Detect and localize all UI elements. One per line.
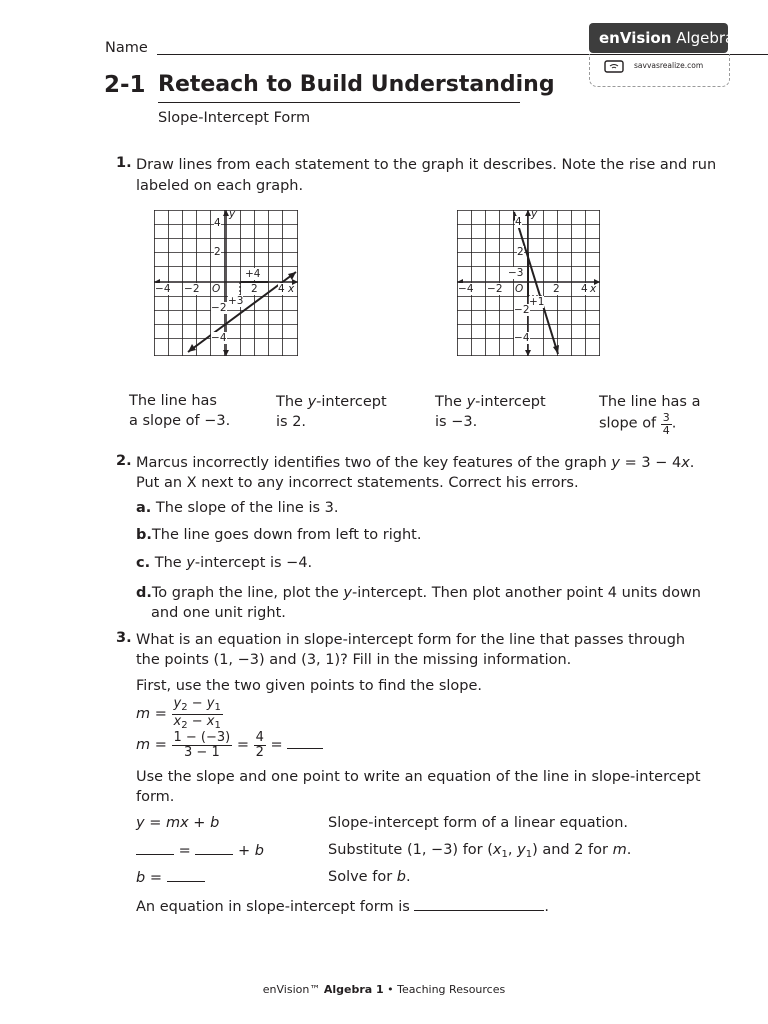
row3-right: Solve for b. [328,869,411,885]
row2-right: Substitute (1, −3) for ($x_1$, $y_1$) and 2 for m. [328,842,632,860]
lesson-subtitle: Slope-Intercept Form [158,110,311,126]
q3-step1: First, use the two given points to find the slope. [136,678,483,694]
graph-1-x-tick: −2 [184,283,200,295]
q3-step2: Use the slope and one point to write an equation of the line in slope-intercept form. [136,769,701,805]
graph-1-rise-label: +3 [228,295,244,307]
graph-1-y-tick: −2 [211,302,227,314]
graph-1-x-tick: 2 [251,283,258,295]
graph-2-rise-label: −3 [508,267,524,279]
row2-blank-1[interactable] [136,842,174,855]
laptop-icon [604,60,624,74]
q3-final: An equation in slope-intercept form is . [136,899,550,915]
brand-en: en [599,29,620,47]
graph-2-y-label: y [531,208,538,220]
graph-1-x-tick: 4 [278,283,285,295]
q3-number: 3. [116,630,132,646]
graph-2-labels [457,210,600,356]
q1-number: 1. [116,155,132,171]
graph-2-y-tick: 4 [515,216,522,228]
graph-2-x-tick: 4 [581,283,588,295]
q2-item-b: b.The line goes down from left to right. [136,527,422,543]
graph-2-x-tick: −4 [458,283,474,295]
graph-1-y-label: y [229,208,236,220]
statement-1: The line has a slope of −3. [129,393,231,429]
graph-1-y-tick: −4 [211,332,227,344]
lesson-title: Reteach to Build Understanding [158,72,555,97]
graph-2-y-tick: −4 [514,332,530,344]
q2-prompt: Marcus incorrectly identifies two of the key features of the graph y = 3 − 4x. Put an X next to any incorrect statements. Correct his errors. [136,455,695,491]
graph-2-y-tick: −2 [514,304,530,316]
q2-item-a: a. The slope of the line is 3. [136,500,339,516]
q2-item-c: c. The y-intercept is −4. [136,555,313,571]
row2-left: = + b [136,842,264,859]
graph-2-x-tick: 2 [553,283,560,295]
brand-vision: Vision [619,29,672,47]
name-label: Name [105,40,148,56]
footer: enVision™ Algebra 1 • Teaching Resources [262,983,506,996]
row1-right: Slope-intercept form of a linear equation. [328,815,629,831]
row3-left: b = [136,869,205,886]
slope-formula: m = $\frac{y_2 - y_1}{x_2 - x_1}$ [136,696,221,731]
realize-box [589,54,730,87]
slope-calculation: m = $\frac{1 - (-3)}{3 - 1}$ = $\frac{4}{2}$ = [136,731,323,759]
envision-badge [589,23,749,53]
graph-2-x-tick: −2 [487,283,503,295]
brand-product: Algebra 1 [676,29,749,47]
q2-item-d: d.To graph the line, plot the y-intercept. Then plot another point 4 units down and one unit right. [136,585,701,621]
final-answer-blank[interactable] [414,898,544,911]
statement-2: The y-intercept is 2. [276,394,387,430]
graph-1-y-tick: 4 [214,217,221,229]
graph-1-x-tick: −4 [155,283,171,295]
graph-1-labels [154,210,298,356]
statement-4: The line has a slope of $\frac{3}{4}$ . [599,394,701,437]
statement-3: The y-intercept is −3. [435,394,546,430]
row3-blank[interactable] [167,869,205,882]
q1-prompt: Draw lines from each statement to the graph it describes. Note the rise and run labeled on each graph. [136,157,717,194]
graph-1-origin: O [212,283,221,295]
lesson-number: 2-1 [104,72,146,98]
row2-blank-2[interactable] [195,842,233,855]
q2-number: 2. [116,453,132,469]
title-underline [158,102,520,103]
graph-2-origin: O [515,283,524,295]
graph-1-y-tick: 2 [214,246,221,258]
graph-2-y-tick: 2 [517,246,524,258]
q3-prompt: What is an equation in slope-intercept form for the line that passes through the points (1, −3) and (3, 1)? Fill in the missing information. [136,632,686,668]
slope-answer-blank[interactable] [287,736,323,749]
graph-2-x-label: x [590,283,597,295]
graph-2-run-label: +1 [529,296,545,308]
graph-1-run-label: +4 [245,268,261,280]
slope-fraction: $\frac{3}{4}$ [662,411,670,437]
site-url: savvasrealize.com [634,61,704,70]
graph-1-x-label: x [288,283,295,295]
row1-left: y = mx + b [136,815,220,831]
